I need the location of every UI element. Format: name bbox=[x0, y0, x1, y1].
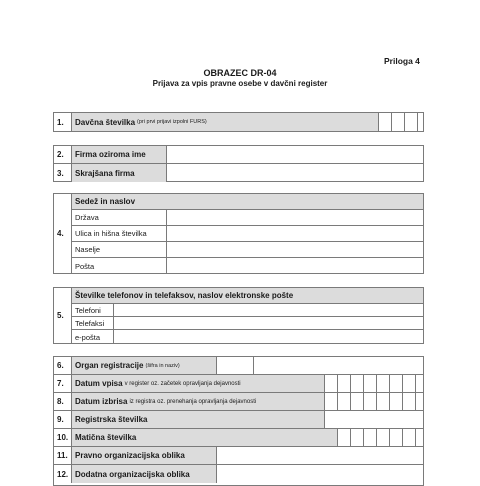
legal-form-field[interactable] bbox=[217, 447, 423, 464]
deletion-date-boxes[interactable] bbox=[325, 393, 429, 410]
street-label: Ulica in hišna številka bbox=[72, 226, 167, 241]
section-tax-number bbox=[53, 112, 424, 132]
short-name-field[interactable] bbox=[167, 164, 423, 182]
post-label: Pošta bbox=[72, 258, 167, 274]
settlement-label: Naselje bbox=[72, 242, 167, 257]
registration-authority-label: Organ registracije (šifra in naziv) bbox=[72, 357, 217, 374]
row-number: 9. bbox=[54, 411, 72, 428]
row-number: 4. bbox=[54, 194, 72, 273]
email-label: e-pošta bbox=[72, 330, 114, 344]
address-header: Sedež in naslov bbox=[72, 194, 423, 210]
short-name-label: Skrajšana firma bbox=[72, 164, 167, 182]
entry-date-label: Datum vpisa v register oz. začetek opravljanja dejavnosti bbox=[72, 375, 325, 392]
fax-row[interactable] bbox=[72, 317, 423, 330]
additional-form-label: Dodatna organizacijska oblika bbox=[72, 465, 217, 483]
form-title: OBRAZEC DR-04 bbox=[203, 68, 277, 78]
identification-number-label: Matična številka bbox=[72, 429, 338, 446]
street-row[interactable] bbox=[72, 226, 423, 242]
contacts-header: Številke telefonov in telefaksov, naslov elektronske pošte bbox=[72, 288, 423, 304]
row-number: 7. bbox=[54, 375, 72, 392]
section-company-name bbox=[53, 145, 424, 182]
company-name-field[interactable] bbox=[167, 146, 423, 163]
post-row[interactable] bbox=[72, 258, 423, 274]
row-number: 3. bbox=[54, 164, 72, 182]
authority-name-field[interactable] bbox=[254, 357, 423, 374]
authority-code-field[interactable] bbox=[217, 357, 254, 374]
row-number: 5. bbox=[54, 288, 72, 343]
entry-date-boxes[interactable] bbox=[325, 375, 429, 392]
row-number: 8. bbox=[54, 393, 72, 410]
row-number: 11. bbox=[54, 447, 72, 464]
tax-number-boxes[interactable] bbox=[379, 113, 431, 131]
tax-number-label: Davčna številka (pri prvi prijavi izpolni FURS) bbox=[72, 113, 379, 131]
form-subtitle: Prijava za vpis pravne osebe v davčni register bbox=[152, 79, 328, 88]
company-name-label: Firma oziroma ime bbox=[72, 146, 167, 163]
section-address bbox=[53, 193, 424, 274]
phones-label: Telefoni bbox=[72, 304, 114, 316]
fax-label: Telefaksi bbox=[72, 317, 114, 329]
deletion-date-label: Datum izbrisa iz registra oz. prenehanja opravljanja dejavnosti bbox=[72, 393, 325, 410]
registry-number-label: Registrska številka bbox=[72, 411, 325, 428]
row-number: 6. bbox=[54, 357, 72, 374]
country-label: Država bbox=[72, 210, 167, 225]
section-registration bbox=[53, 356, 424, 486]
annex-label: Priloga 4 bbox=[384, 56, 420, 66]
email-row[interactable] bbox=[72, 330, 423, 344]
identification-number-boxes[interactable] bbox=[338, 429, 429, 446]
row-number: 1. bbox=[54, 113, 72, 131]
registry-number-field[interactable] bbox=[325, 411, 423, 428]
row-number: 2. bbox=[54, 146, 72, 163]
legal-form-label: Pravno organizacijska oblika bbox=[72, 447, 217, 464]
phones-row[interactable] bbox=[72, 304, 423, 317]
settlement-row[interactable] bbox=[72, 242, 423, 258]
country-row[interactable] bbox=[72, 210, 423, 226]
section-contacts bbox=[53, 287, 424, 344]
row-number: 12. bbox=[54, 465, 72, 483]
additional-form-field[interactable] bbox=[217, 465, 423, 483]
row-number: 10. bbox=[54, 429, 72, 446]
